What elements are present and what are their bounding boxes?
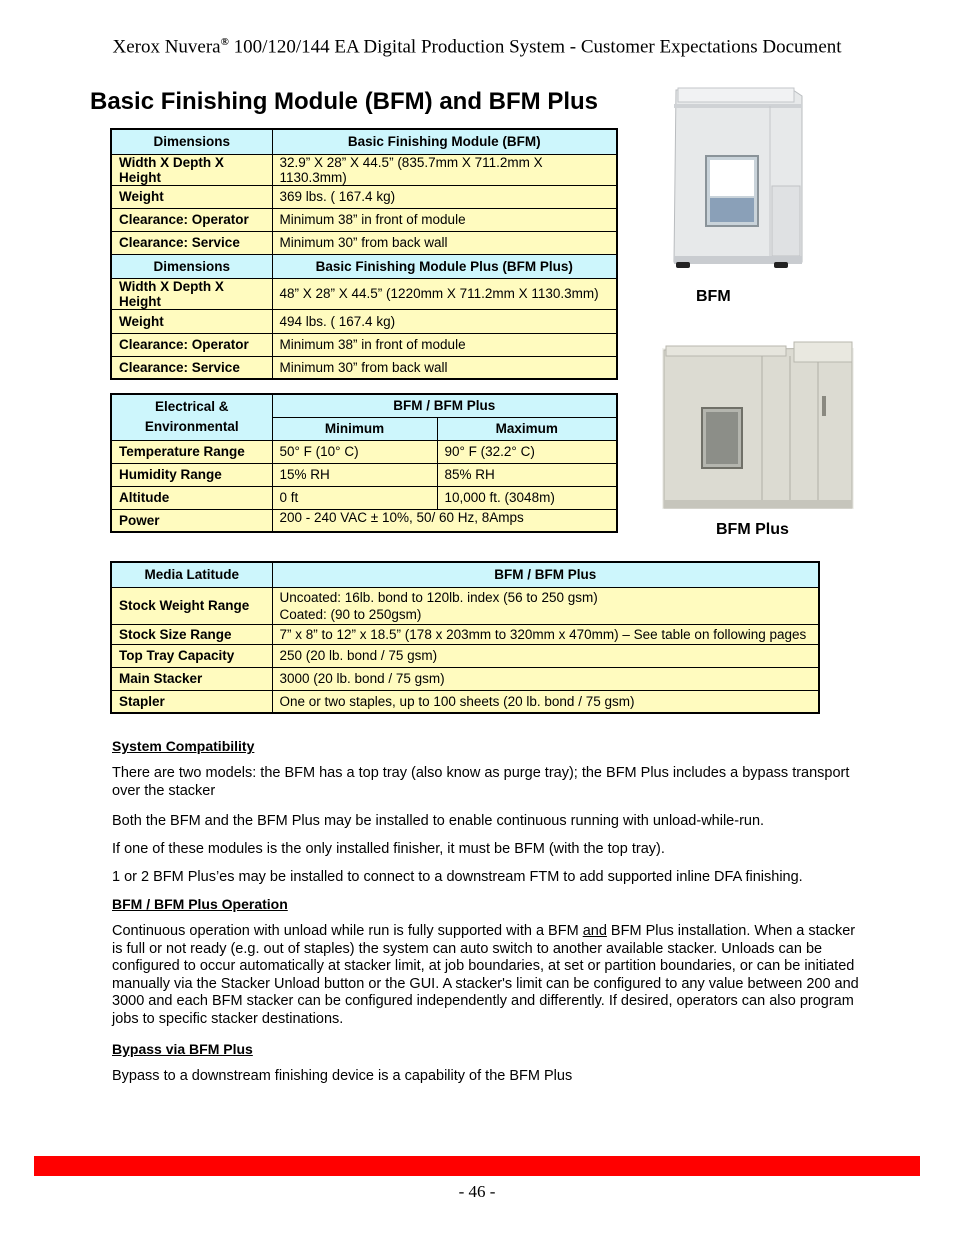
power-value: 200 - 240 VAC ± 10%, 50/ 60 Hz, 8Amps	[272, 509, 617, 532]
header-text: Xerox Nuvera	[112, 36, 221, 58]
row-value: 32.9” X 28” X 44.5” (835.7mm X 711.2mm X 1130.3mm)	[272, 154, 617, 185]
bfm-header: Basic Finishing Module (BFM)	[272, 129, 617, 154]
compat-paragraph-1: There are two models: the BFM has a top tray (also know as purge tray); the BFM Plus includes a bypass transport over the stacker	[112, 765, 850, 799]
row-label: Power	[111, 509, 272, 532]
row-label: Stock Weight Range	[111, 587, 272, 624]
row-value: 7” x 8” to 12” x 18.5” (178 x 203mm to 320mm x 470mm) – See table on following pages	[272, 624, 819, 644]
bfm-plus-header: Basic Finishing Module Plus (BFM Plus)	[272, 254, 617, 278]
max-value: 90° F (32.2° C)	[437, 440, 617, 463]
system-compatibility-heading: System Compatibility	[112, 738, 255, 754]
row-value: 48” X 28” X 44.5” (1220mm X 711.2mm X 1130.3mm)	[272, 278, 617, 309]
document-header	[0, 36, 954, 58]
bypass-heading: Bypass via BFM Plus	[112, 1041, 253, 1057]
page-number: - 46 -	[458, 1182, 496, 1201]
bfm-plus-photo	[662, 336, 854, 509]
bfm-plus-machine-illustration	[662, 336, 854, 509]
bfm-machine-illustration	[670, 86, 806, 272]
max-value: 10,000 ft. (3048m)	[437, 486, 617, 509]
operation-underlined-word: and	[582, 923, 607, 939]
min-value: 50° F (10° C)	[272, 440, 437, 463]
dimensions-header: Dimensions	[111, 254, 272, 278]
maximum-header: Maximum	[437, 417, 617, 440]
bfm-caption: BFM	[696, 288, 731, 305]
compat-paragraph-4: 1 or 2 BFM Plus’es may be installed to connect to a downstream FTM to add supported inline DFA finishing.	[112, 869, 803, 885]
row-label: Temperature Range	[111, 440, 272, 463]
row-label: Weight	[111, 185, 272, 208]
row-value: Minimum 38” in front of module	[272, 333, 617, 356]
row-value: 250 (20 lb. bond / 75 gsm)	[272, 644, 819, 667]
row-label: Width X Depth X Height	[111, 154, 272, 185]
electrical-corner-header: Electrical & Environmental	[111, 394, 272, 440]
row-value: Minimum 30” from back wall	[272, 231, 617, 254]
row-label: Clearance: Service	[111, 356, 272, 379]
compat-paragraph-2: Both the BFM and the BFM Plus may be installed to enable continuous running with unload-while-run.	[112, 813, 765, 829]
minimum-header: Minimum	[272, 417, 437, 440]
min-value: 15% RH	[272, 463, 437, 486]
header-text-rest: 100/120/144 EA Digital Production System - Customer Expectations Document	[228, 36, 842, 58]
row-label: Weight	[111, 309, 272, 333]
max-value: 85% RH	[437, 463, 617, 486]
row-label: Clearance: Operator	[111, 333, 272, 356]
row-label: Stapler	[111, 690, 272, 713]
media-latitude-table	[110, 561, 820, 714]
row-label: Altitude	[111, 486, 272, 509]
bfm-group-header: BFM / BFM Plus	[272, 562, 819, 587]
bfm-photo	[670, 86, 806, 272]
row-label: Stock Size Range	[111, 624, 272, 644]
row-value: 3000 (20 lb. bond / 75 gsm)	[272, 667, 819, 690]
row-label: Humidity Range	[111, 463, 272, 486]
media-latitude-header: Media Latitude	[111, 562, 272, 587]
row-label: Clearance: Operator	[111, 208, 272, 231]
operation-text: Continuous operation with unload while run is fully supported with a BFM	[112, 923, 583, 939]
registered-mark: ®	[220, 36, 229, 48]
row-value: 369 lbs. ( 167.4 kg)	[272, 185, 617, 208]
operation-paragraph	[112, 923, 864, 1028]
row-label: Top Tray Capacity	[111, 644, 272, 667]
dimensions-header: Dimensions	[111, 129, 272, 154]
row-value	[272, 587, 819, 624]
footer-red-bar	[34, 1156, 920, 1176]
row-label: Main Stacker	[111, 667, 272, 690]
compat-paragraph-3: If one of these modules is the only installed finisher, it must be BFM (with the top tray).	[112, 841, 665, 857]
row-value: Minimum 38” in front of module	[272, 208, 617, 231]
stock-weight-uncoated: Uncoated: 16lb. bond to 120lb. index (56 to 250 gsm)	[279, 589, 598, 605]
row-value: Minimum 30” from back wall	[272, 356, 617, 379]
bfm-plus-caption: BFM Plus	[716, 521, 789, 538]
bfm-group-header: BFM / BFM Plus	[272, 394, 617, 417]
stock-weight-coated: Coated: (90 to 250gsm)	[279, 606, 422, 622]
operation-heading: BFM / BFM Plus Operation	[112, 896, 288, 912]
operation-text-rest: BFM Plus installation. When a stacker is full or not ready (e.g. out of staples) the system can auto switch to another available stacker. Unloads can be configured to occur automatically at stacker limit, at job boundaries, at set or partition boundaries, or can be initiated manually via the Stacker Unload button or the GUI. A stacker's limit can be configured to any value between 200 and 3000 and each BFM stacker can be configured independently and differently. If desired, operators can also program jobs to specific stacker destinations.	[112, 923, 859, 1027]
electrical-table	[110, 393, 618, 533]
row-value: 494 lbs. ( 167.4 kg)	[272, 309, 617, 333]
bypass-paragraph: Bypass to a downstream finishing device is a capability of the BFM Plus	[112, 1068, 573, 1084]
min-value: 0 ft	[272, 486, 437, 509]
row-label: Clearance: Service	[111, 231, 272, 254]
row-label: Width X Depth X Height	[111, 278, 272, 309]
page-title: Basic Finishing Module (BFM) and BFM Plus	[90, 88, 598, 115]
row-value: One or two staples, up to 100 sheets (20 lb. bond / 75 gsm)	[272, 690, 819, 713]
dimensions-table	[110, 128, 618, 380]
